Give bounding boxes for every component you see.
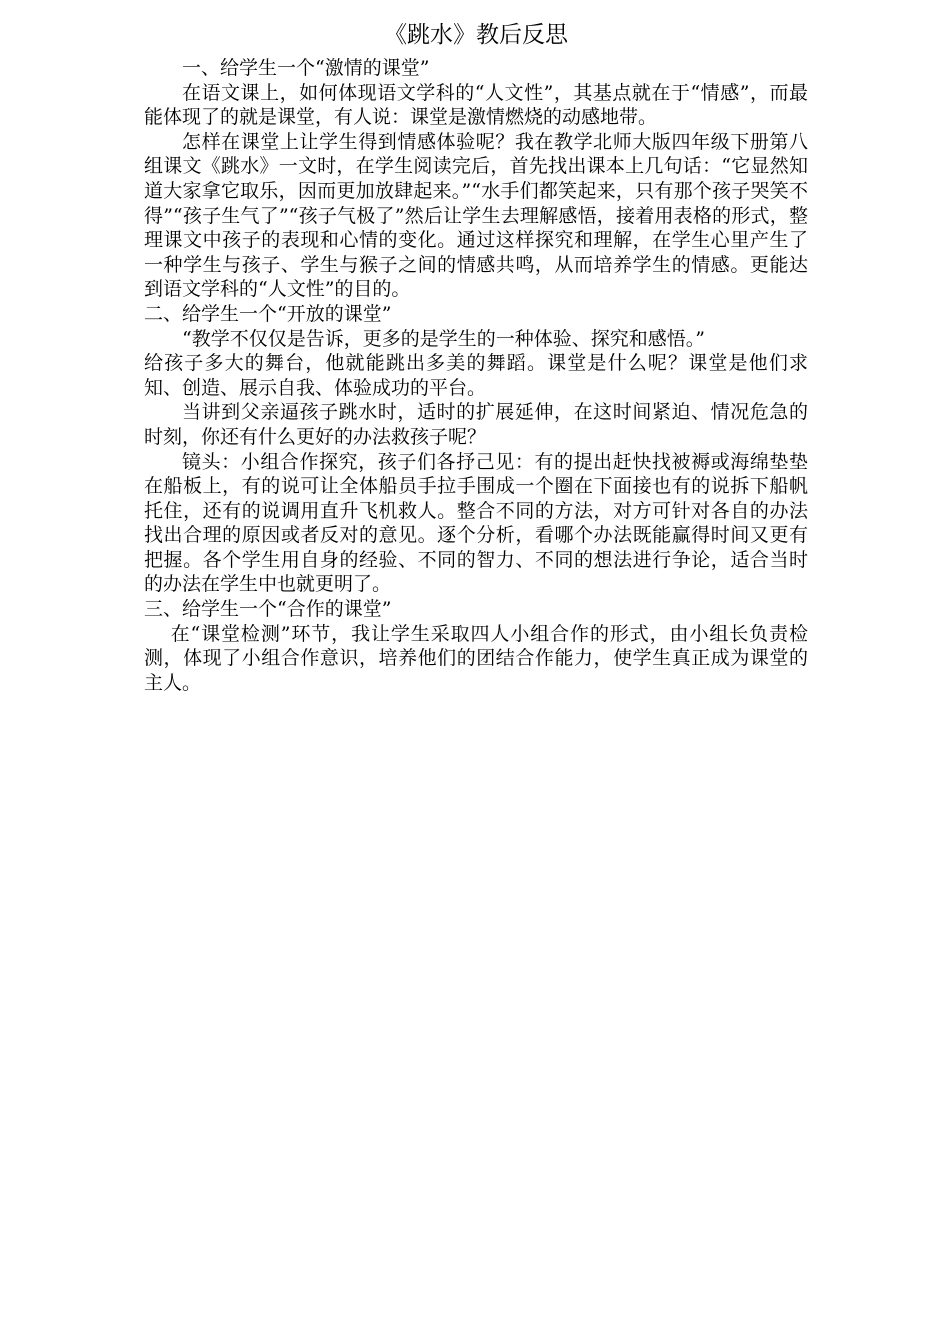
section-2-quote: “教学不仅仅是告诉，更多的是学生的一种体验、探究和感悟。” [182,327,705,350]
section-2-heading: 二、给学生一个“开放的课堂” [144,302,392,325]
section-1-paragraph-1: 在语文课上，如何体现语文学科的“人文性”，其基点就在于“情感”，而最能体现了的就是课堂，有人说：课堂是激情燃烧的动感地带。 [144,81,808,129]
section-3-paragraph-1: 在“课堂检测”环节，我让学生采取四人小组合作的形式，由小组长负责检测，体现了小组合作意识，培养他们的团结合作能力，使学生真正成为课堂的主人。 [144,622,808,694]
section-1-paragraph-2: 怎样在课堂上让学生得到情感体验呢？我在教学北师大版四年级下册第八组课文《跳水》一文时，在学生阅读完后，首先找出课本上几句话：“它显然知道大家拿它取乐，因而更加放肆起来。”“水手们都笑起来，只有那个孩子哭笑不得”“孩子生气了”“孩子气极了”然后让学生去理解感悟，接着用表格的形式，整理课文中孩子的表现和心情的变化。通过这样探究和理解，在学生心里产生了一种学生与孩子、学生与猴子之间的情感共鸣，从而培养学生的情感。更能达到语文学科的“人文性”的目的。 [144,130,808,301]
section-3-heading: 三、给学生一个“合作的课堂” [144,598,392,621]
document-title: 《跳水》教后反思 [384,22,568,48]
section-2-paragraph-3: 镜头：小组合作探究，孩子们各抒己见：有的提出赶快找被褥或海绵垫垫在船板上，有的说可让全体船员手拉手围成一个圈在下面接也有的说拆下船帆托住，还有的说调用直升飞机救人。整合不同的方法，对方可针对各自的办法找出合理的原因或者反对的意见。逐个分析，看哪个办法既能赢得时间又更有把握。各个学生用自身的经验、不同的智力、不同的想法进行争论，适合当时的办法在学生中也就更明了。 [144,450,808,596]
section-2-paragraph-1: 给孩子多大的舞台，他就能跳出多美的舞蹈。课堂是什么呢？课堂是他们求知、创造、展示自我、体验成功的平台。 [144,352,808,399]
section-2-paragraph-2: 当讲到父亲逼孩子跳水时，适时的扩展延伸，在这时间紧迫、情况危急的时刻，你还有什么更好的办法救孩子呢？ [144,401,808,448]
section-1-heading: 一、给学生一个“激情的课堂” [182,57,430,79]
document-page [144,18,808,695]
